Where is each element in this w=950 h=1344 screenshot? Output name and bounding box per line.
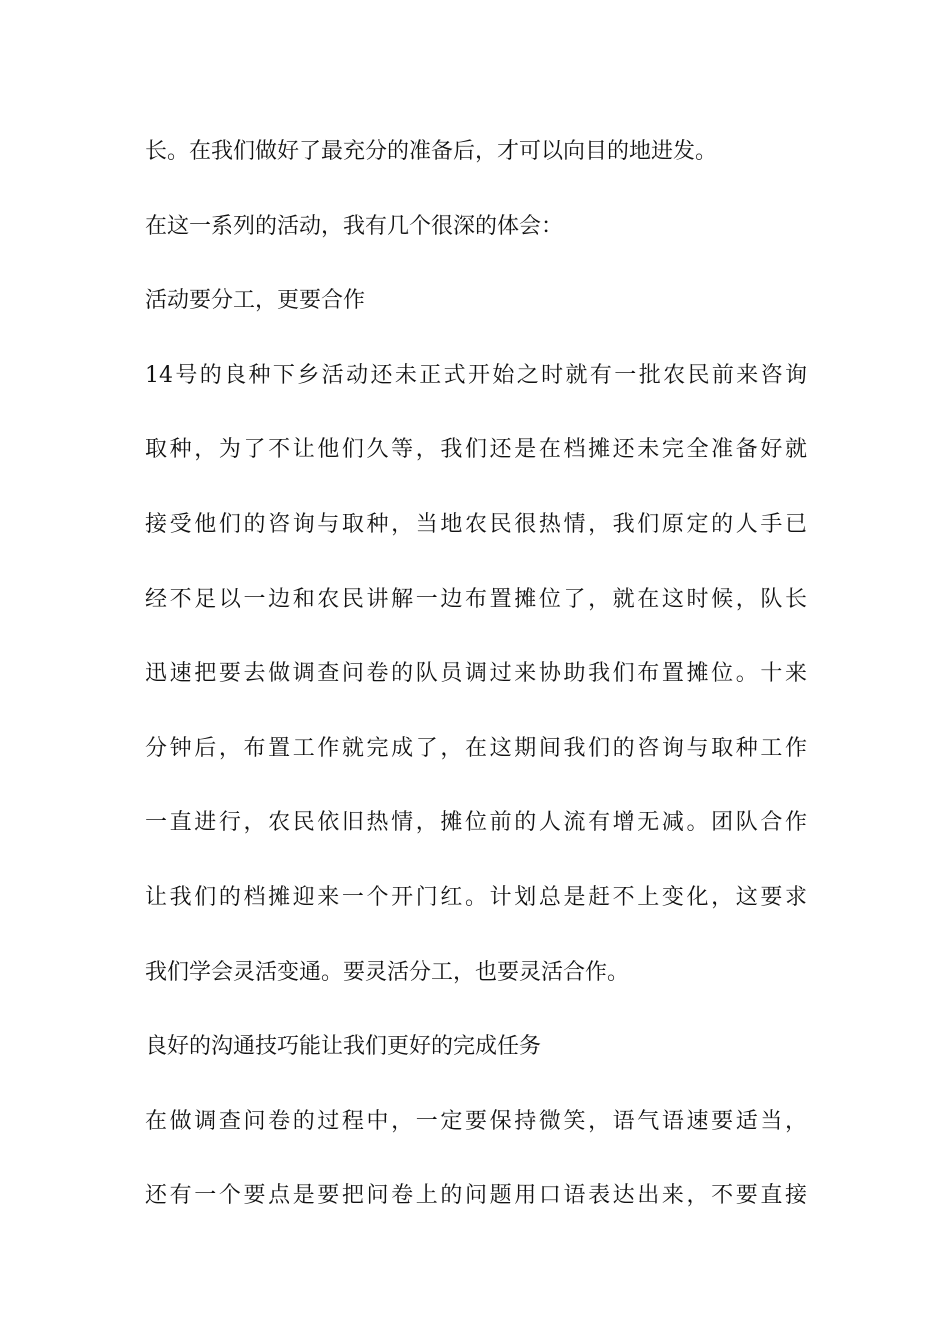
paragraph-line: 让我们的档摊迎来一个开门红。计划总是赶不上变化，这要求 — [145, 884, 807, 910]
paragraph-line: 我们学会灵活变通。要灵活分工，也要灵活合作。 — [145, 959, 630, 985]
paragraph-line: 经不足以一边和农民讲解一边布置摊位了，就在这时候，队长 — [145, 586, 807, 612]
paragraph-line: 在做调查问卷的过程中，一定要保持微笑，语气语速要适当， — [145, 1108, 807, 1134]
paragraph-line: 一直进行，农民依旧热情，摊位前的人流有增无减。团队合作 — [145, 810, 807, 836]
document-body — [145, 130, 807, 1249]
paragraph-line: 取种，为了不让他们久等，我们还是在档摊还未完全准备好就 — [145, 437, 807, 463]
section-heading: 活动要分工，更要合作 — [145, 288, 366, 314]
paragraph-line: 14号的良种下乡活动还未正式开始之时就有一批农民前来咨询 — [145, 362, 807, 388]
paragraph-line: 长。在我们做好了最充分的准备后，才可以向目的地进发。 — [145, 139, 718, 164]
paragraph-line: 分钟后，布置工作就完成了，在这期间我们的咨询与取种工作 — [145, 735, 807, 761]
paragraph-line: 迅速把要去做调查问卷的队员调过来协助我们布置摊位。十来 — [145, 661, 807, 687]
section-heading: 良好的沟通技巧能让我们更好的完成任务 — [145, 1034, 542, 1060]
paragraph-line: 在这一系列的活动，我有几个很深的体会： — [145, 213, 564, 239]
paragraph-line: 接受他们的咨询与取种，当地农民很热情，我们原定的人手已 — [145, 511, 807, 537]
paragraph-line: 还有一个要点是要把问卷上的问题用口语表达出来，不要直接 — [145, 1183, 807, 1209]
